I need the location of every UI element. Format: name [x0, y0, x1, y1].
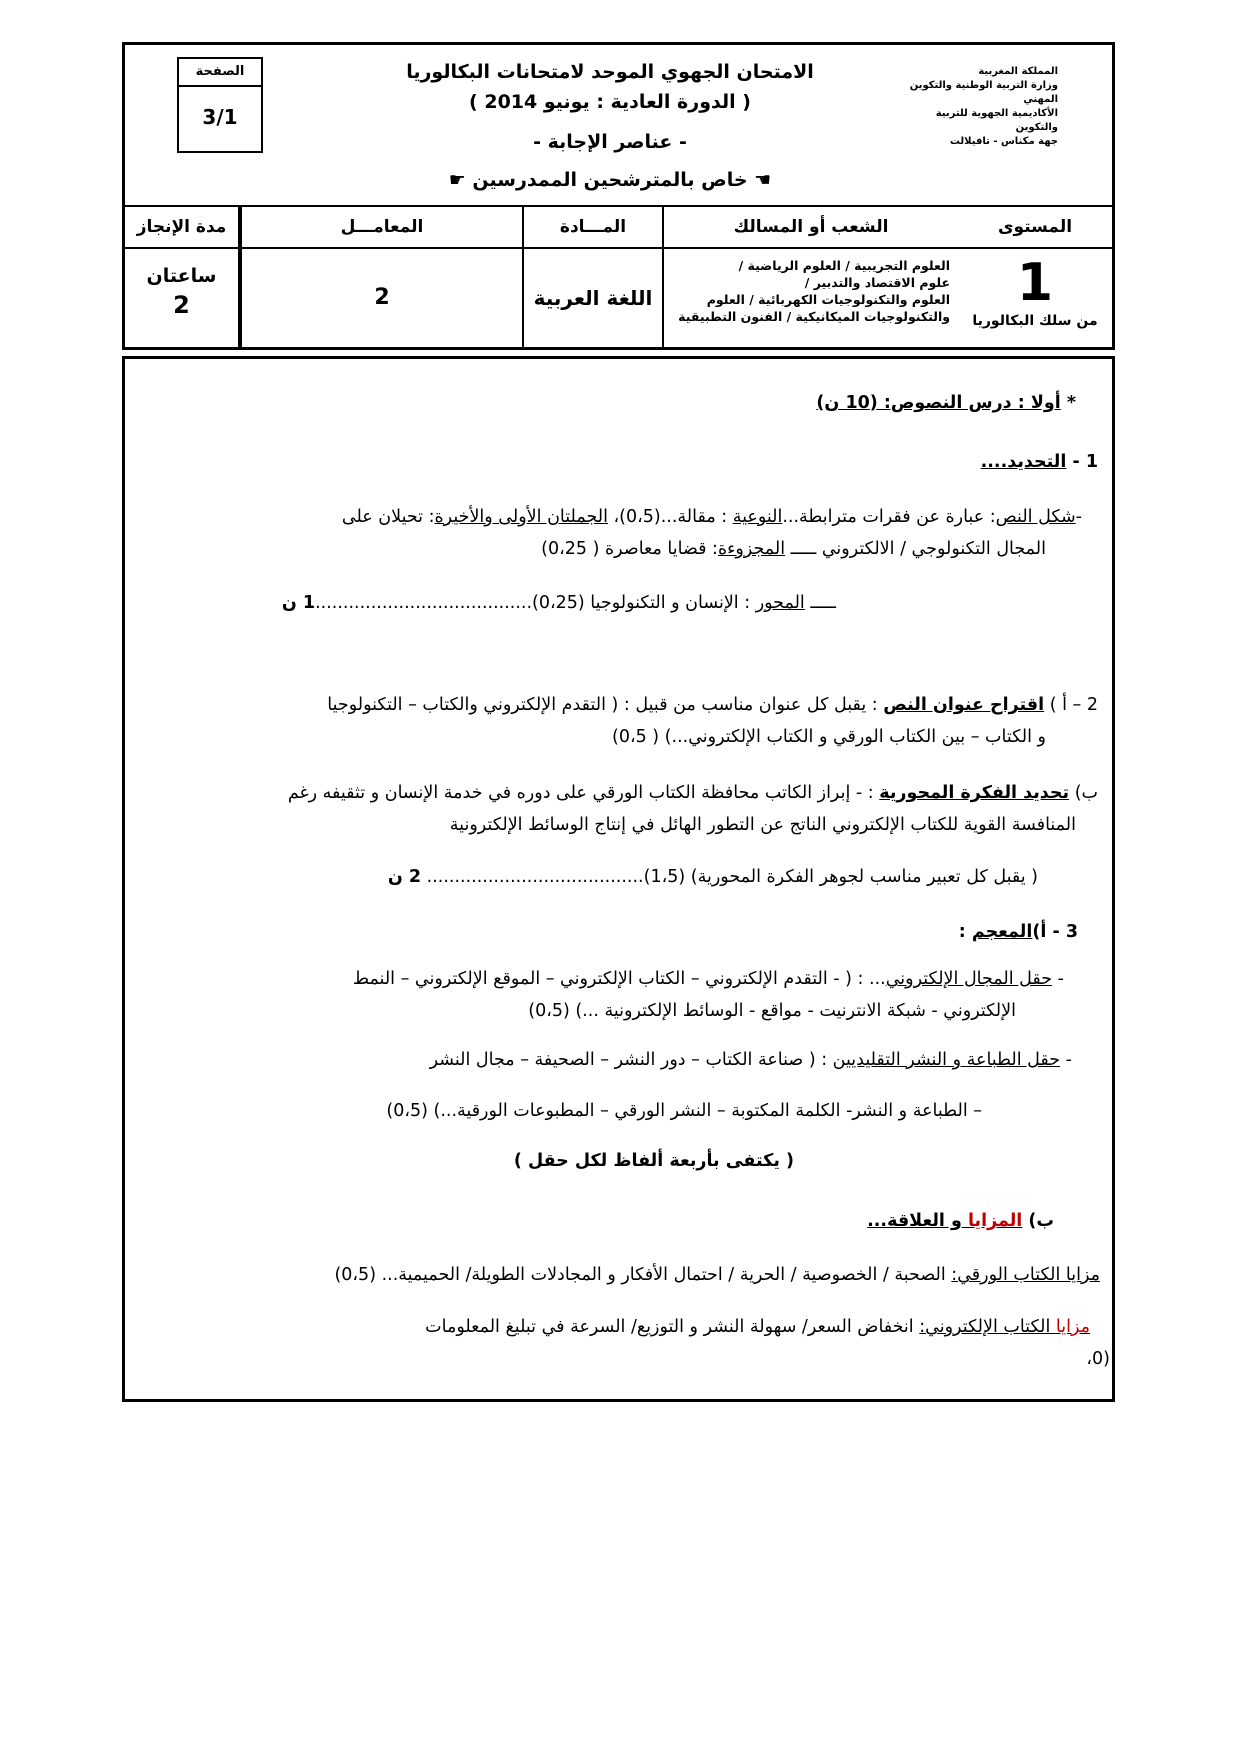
- duration-number: 2: [173, 291, 190, 319]
- section-title: [816, 393, 1076, 413]
- q2b-number: ب): [1074, 783, 1098, 803]
- field2-text: : ( صناعة الكتاب – دور النشر – الصحيفة – مجال النشر: [429, 1050, 833, 1070]
- header-level: المستوى: [997, 217, 1073, 237]
- segment-label: المجزوءة: [717, 539, 786, 559]
- electronic-field-line: [353, 969, 1064, 989]
- ministry-block: [908, 65, 1058, 149]
- table-header-row: [125, 207, 1112, 249]
- shape-line2-b: : قضايا معاصرة ( 0،25): [541, 539, 718, 559]
- ministry-line: الأكاديمية الجهوية للتربية والتكوين: [935, 108, 1058, 133]
- q2b-line3-text: ( يقبل كل تعبير مناسب لجوهر الفكرة المحورية) (1،5).......................................: [426, 867, 1038, 887]
- print-field-line: [430, 1050, 1072, 1070]
- e-advantages-line-2: (0،: [1086, 1349, 1110, 1369]
- page-value: 3/1: [202, 105, 238, 129]
- axis-prefix: ـــــ: [804, 593, 836, 613]
- e-advantages-rest: الكتاب الإلكتروني:: [919, 1317, 1056, 1337]
- q2a-text: : يقبل كل عنوان مناسب من قبيل : ( التقدم الإلكتروني والكتاب – التكنولوجيا: [327, 695, 884, 715]
- q3b-number: ب): [1028, 1211, 1054, 1231]
- page-label: الصفحة: [179, 59, 261, 87]
- e-advantages-text: انخفاض السعر/ سهولة النشر و التوزيع/ السرعة في تبليغ المعلومات: [425, 1317, 920, 1337]
- axis-line: [282, 593, 836, 613]
- paper-advantages-line: [334, 1265, 1100, 1285]
- q2a-line: [327, 695, 1098, 715]
- shape-line2-a: المجال التكنولوجي / الالكتروني ـــــ: [785, 539, 1046, 559]
- answer-body: [122, 356, 1115, 1402]
- duration-text: ساعتان: [146, 265, 217, 287]
- ministry-line: المملكة المغربية: [978, 66, 1058, 77]
- table-value-row: [125, 249, 1112, 347]
- q3b-label: [867, 1211, 1022, 1231]
- section-title-text: أولا : درس النصوص: (10 ن): [816, 393, 1061, 413]
- e-advantages-label: [919, 1317, 1090, 1337]
- field1-text: ... : ( - التقدم الإلكتروني – الكتاب الإلكتروني – الموقع الإلكتروني – النمط: [352, 969, 886, 989]
- header-duration: مدة الإنجاز: [125, 207, 240, 247]
- e-advantages-red: مزايا: [1055, 1317, 1090, 1337]
- print-field-line-2: – الطباعة و النشر- الكلمة المكتوبة – النشر الورقي – المطبوعات الورقية...) (0،5): [386, 1101, 982, 1121]
- branch-line: والتكنولوجيات الميكانيكية / الفنون التطبيقية: [678, 309, 950, 324]
- q3-suffix: :: [958, 922, 972, 942]
- relation-word: و العلاقة...: [867, 1211, 968, 1231]
- q3-heading: [959, 922, 1078, 942]
- shape-label: شكل النص: [995, 507, 1076, 527]
- exam-session: ( الدورة العادية : يونيو 2014 ): [469, 91, 751, 113]
- shape-text-1: : عبارة عن فقرات مترابطة...: [782, 507, 996, 527]
- shape-dash: -: [1075, 507, 1082, 527]
- level-cell: [958, 249, 1112, 347]
- field1-dash: -: [1057, 969, 1064, 989]
- branch-line: العلوم والتكنولوجيات الكهربائية / العلوم: [706, 292, 950, 307]
- level-number: 1: [1016, 253, 1054, 313]
- subject-value: اللغة العربية: [522, 249, 662, 347]
- q2a-label: اقتراح عنوان النص: [883, 695, 1045, 715]
- q2a-number: 2 – أ ): [1049, 695, 1098, 715]
- shape-text-2: : مقالة...(0،5)،: [607, 507, 733, 527]
- paper-advantages-text: الصحبة / الخصوصية / الحرية / احتمال الأفكار و المجادلات الطويلة/ الحميمية... (0،5): [334, 1265, 952, 1285]
- branch-line: علوم الاقتصاد والتدبير /: [804, 275, 950, 290]
- header-subject: المـــادة: [522, 207, 662, 247]
- axis-score: 1 ن: [281, 593, 316, 613]
- candidates-note: ☚ خاص بالمترشحين الممدرسين ☛: [448, 169, 772, 191]
- e-advantages-line: [425, 1317, 1090, 1337]
- header-top: [125, 45, 1112, 207]
- branch-line: العلوم التجريبية / العلوم الرياضية /: [738, 258, 950, 273]
- electronic-field-line-2: الإلكتروني - شبكة الانترنيت - مواقع - الوسائط الإلكترونية ...) (0،5): [528, 1001, 1016, 1021]
- q2b-line: [288, 783, 1098, 803]
- field1-label: حقل المجال الإلكتروني: [885, 969, 1053, 989]
- q2a-line-2: و الكتاب – بين الكتاب الورقي و الكتاب الإلكتروني...) ( 0،5): [611, 727, 1046, 747]
- q1-number: 1 -: [1072, 452, 1098, 472]
- paper-advantages-label: مزايا الكتاب الورقي:: [951, 1265, 1100, 1285]
- exam-title: الامتحان الجهوي الموحد لامتحانات البكالوريا: [406, 61, 814, 83]
- q3-number: 3 - أ): [1032, 922, 1078, 942]
- axis-label: المحور: [755, 593, 805, 613]
- q1-heading: [981, 452, 1098, 472]
- q1-title: التحديد....: [980, 452, 1067, 472]
- page-number-box: [177, 57, 263, 153]
- q2b-score: 2 ن: [387, 867, 422, 887]
- sentences-label: الجملتان الأولى والأخيرة: [434, 507, 608, 527]
- q2b-line-2: المنافسة القوية للكتاب الإلكتروني الناتج عن التطور الهائل في إنتاج الوسائط الإلكترونية: [449, 815, 1076, 835]
- ministry-line: جهة مكناس - تافيلالت: [949, 136, 1058, 147]
- text-shape-line: [342, 507, 1082, 527]
- q2b-line-3: [388, 867, 1038, 887]
- shape-text-3: : تحيلان على: [341, 507, 435, 527]
- duration-cell: [125, 249, 240, 347]
- type-label: النوعية: [732, 507, 783, 527]
- advantages-word: المزايا: [967, 1211, 1023, 1231]
- header-coefficient: المعامـــل: [240, 207, 522, 247]
- header-branches: الشعب أو المسالك: [662, 207, 958, 247]
- level-text: من سلك البكالوريا: [972, 313, 1098, 329]
- q2b-text: : - إبراز الكاتب محافظة الكتاب الورقي على دوره في خدمة الإنسان و تثقيفه رغم: [287, 783, 880, 803]
- star-mark: *: [1066, 393, 1076, 413]
- axis-text: : الإنسان و التكنولوجيا (0،25).......................................: [315, 593, 756, 613]
- text-shape-line-2: [541, 539, 1046, 559]
- q2b-label: تحديد الفكرة المحورية: [879, 783, 1070, 803]
- q3b-heading: [867, 1211, 1054, 1231]
- exam-header: [122, 42, 1115, 350]
- field-note: ( يكتفى بأربعة ألفاظ لكل حقل ): [513, 1151, 794, 1171]
- coefficient-value: 2: [240, 249, 522, 347]
- answer-elements-label: - عناصر الإجابة -: [533, 131, 687, 153]
- field2-dash: -: [1065, 1050, 1072, 1070]
- ministry-line: وزارة التربية الوطنية والتكوين المهني: [909, 80, 1058, 105]
- field2-label: حقل الطباعة و النشر التقليديين: [832, 1050, 1061, 1070]
- q3-label: المعجم: [971, 922, 1033, 942]
- branches-cell: [662, 249, 958, 347]
